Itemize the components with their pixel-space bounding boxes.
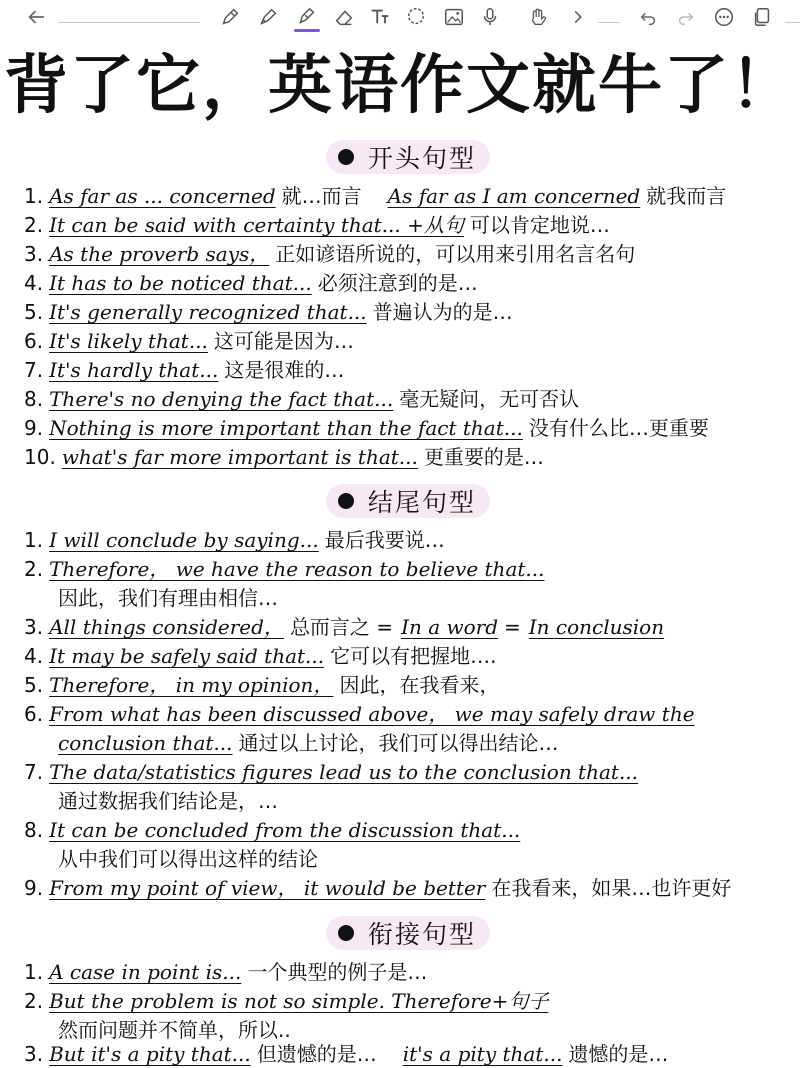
pages-icon[interactable] [750,5,774,29]
note-line [24,327,362,355]
chinese-translation: 因此，我们有理由相信… [58,586,278,610]
note-line [24,298,521,326]
chinese-translation: 这是很难的… [224,358,345,382]
note-line [24,758,644,786]
line-number: 9. [24,416,44,440]
section-heading [326,484,490,518]
note-line [58,845,326,873]
english-phrase: Therefore， we have the reason to believe that... [49,557,545,581]
eraser-icon[interactable] [332,5,356,29]
note-line [24,356,352,384]
chinese-translation: 总而言之 = [289,615,394,639]
chinese-translation: 普遍认为的是… [372,300,513,324]
toolbar-divider [598,22,620,23]
section-heading-text: 开头句型 [368,144,477,173]
note-line [24,1040,676,1068]
note-line [24,414,717,442]
english-phrase: It can be concluded from the discussion that... [49,818,521,842]
note-line [24,443,552,471]
line-number: 7. [24,760,44,784]
line-number: 4. [24,644,44,668]
chinese-translation: 在我看来，如果…也许更好 [491,876,732,900]
line-number: 8. [24,387,44,411]
image-icon[interactable] [442,5,466,29]
english-phrase: As far as ... concerned [49,184,276,208]
english-phrase: It's hardly that... [49,358,219,382]
english-phrase: But the problem is not so simple. Therefore+句子 [49,989,549,1013]
line-number: 2. [24,557,44,581]
note-line [58,729,567,757]
chinese-translation: = [504,615,521,639]
chinese-translation: 它可以有把握地…. [330,644,497,668]
redo-icon[interactable] [674,5,698,29]
line-number: 7. [24,358,44,382]
back-arrow-icon[interactable] [24,5,48,29]
line-number: 1. [24,184,44,208]
chinese-translation: 因此，在我看来， [339,673,500,697]
chinese-translation: 从中我们可以得出这样的结论 [58,847,318,871]
line-number: 4. [24,271,44,295]
section-heading-text: 结尾句型 [368,488,477,517]
english-phrase: It's generally recognized that... [49,300,367,324]
line-number: 6. [24,329,44,353]
undo-icon[interactable] [636,5,660,29]
section-heading [326,916,490,950]
more-icon[interactable] [712,5,736,29]
pen-icon[interactable] [294,5,318,29]
note-line [24,700,701,728]
active-tool-indicator [294,29,320,32]
line-number: 8. [24,818,44,842]
hand-icon[interactable] [526,5,550,29]
line-number: 9. [24,876,44,900]
english-phrase: There's no denying the fact that... [49,387,394,411]
note-line [24,642,504,670]
english-phrase: In a word [401,615,499,639]
note-line [24,526,453,554]
note-line [24,816,526,844]
chinese-translation: 但遗憾的是… [256,1042,377,1066]
chinese-translation: 必须注意到的是… [317,271,478,295]
english-phrase: In conclusion [528,615,665,639]
note-line [24,211,618,239]
toolbar-divider [58,22,200,23]
chinese-translation: 遗憾的是… [568,1042,669,1066]
english-phrase: But it's a pity that... [49,1042,251,1066]
chinese-translation: 就…而言 [281,184,362,208]
line-number: 3. [24,242,44,266]
english-phrase: All things considered， [49,615,284,639]
line-number: 5. [24,300,44,324]
note-line [24,613,670,641]
bullet-dot [338,925,354,941]
english-phrase: It can be said with certainty that... +从句 [49,213,464,237]
line-number: 10. [24,445,56,469]
mic-icon[interactable] [478,5,502,29]
line-number: 6. [24,702,44,726]
lasso-icon[interactable] [404,5,428,29]
page-title: 背了它，英语作文就牛了！ [4,49,796,123]
line-number: 1. [24,960,44,984]
toolbar-divider [785,22,800,23]
english-phrase: As far as I am concerned [387,184,641,208]
chinese-translation: 这可能是因为… [213,329,354,353]
english-phrase: Nothing is more important than the fact that... [49,416,523,440]
english-phrase: Therefore， in my opinion， [49,673,334,697]
note-line [58,584,286,612]
note-line [24,240,643,268]
bullet-dot [338,493,354,509]
note-line [24,269,486,297]
marker-icon[interactable] [256,5,280,29]
chinese-translation: 更重要的是… [423,445,544,469]
line-number: 1. [24,528,44,552]
english-phrase: The data/statistics figures lead us to the conclusion that... [49,760,639,784]
pencil-icon[interactable] [218,5,242,29]
chevron-right-icon[interactable] [566,5,590,29]
line-number: 5. [24,673,44,697]
chinese-translation: 正如谚语所说的，可以用来引用名言名句 [275,242,636,266]
note-line [24,671,507,699]
note-line [24,987,554,1015]
note-line [24,385,587,413]
english-phrase: From what has been discussed above， we may safely draw the [49,702,695,726]
chinese-translation: 毫无疑问，无可否认 [399,387,580,411]
english-phrase: I will conclude by saying... [49,528,319,552]
chinese-translation: 一个典型的例子是… [247,960,428,984]
note-line [24,555,550,583]
section-heading-text: 衔接句型 [368,920,477,949]
english-phrase: what's far more important is that... [61,445,418,469]
line-number: 2. [24,213,44,237]
english-phrase: A case in point is... [49,960,242,984]
chinese-translation: 可以肯定地说… [469,213,610,237]
chinese-translation: 然而问题并不简单，所以.. [58,1018,291,1042]
line-number: 2. [24,989,44,1013]
chinese-translation: 没有什么比…更重要 [528,416,709,440]
chinese-translation: 最后我要说… [324,528,445,552]
english-phrase: As the proverb says， [49,242,270,266]
english-phrase: conclusion that... [58,731,233,755]
english-phrase: it's a pity that... [402,1042,563,1066]
note-line [24,958,435,986]
bullet-dot [338,149,354,165]
note-line [24,182,734,210]
section-heading [326,140,490,174]
chinese-translation: 就我而言 [646,184,727,208]
chinese-translation: 通过以上讨论，我们可以得出结论… [238,731,559,755]
text-tool-icon[interactable] [368,5,392,29]
english-phrase: From my point of view， it would be better [49,876,486,900]
line-number: 3. [24,1042,44,1066]
english-phrase: It has to be noticed that... [49,271,312,295]
note-line [24,874,739,902]
line-number: 3. [24,615,44,639]
note-line [58,787,286,815]
toolbar [0,0,800,36]
english-phrase: It's likely that... [49,329,208,353]
chinese-translation: 通过数据我们结论是，… [58,789,278,813]
english-phrase: It may be safely said that... [49,644,325,668]
